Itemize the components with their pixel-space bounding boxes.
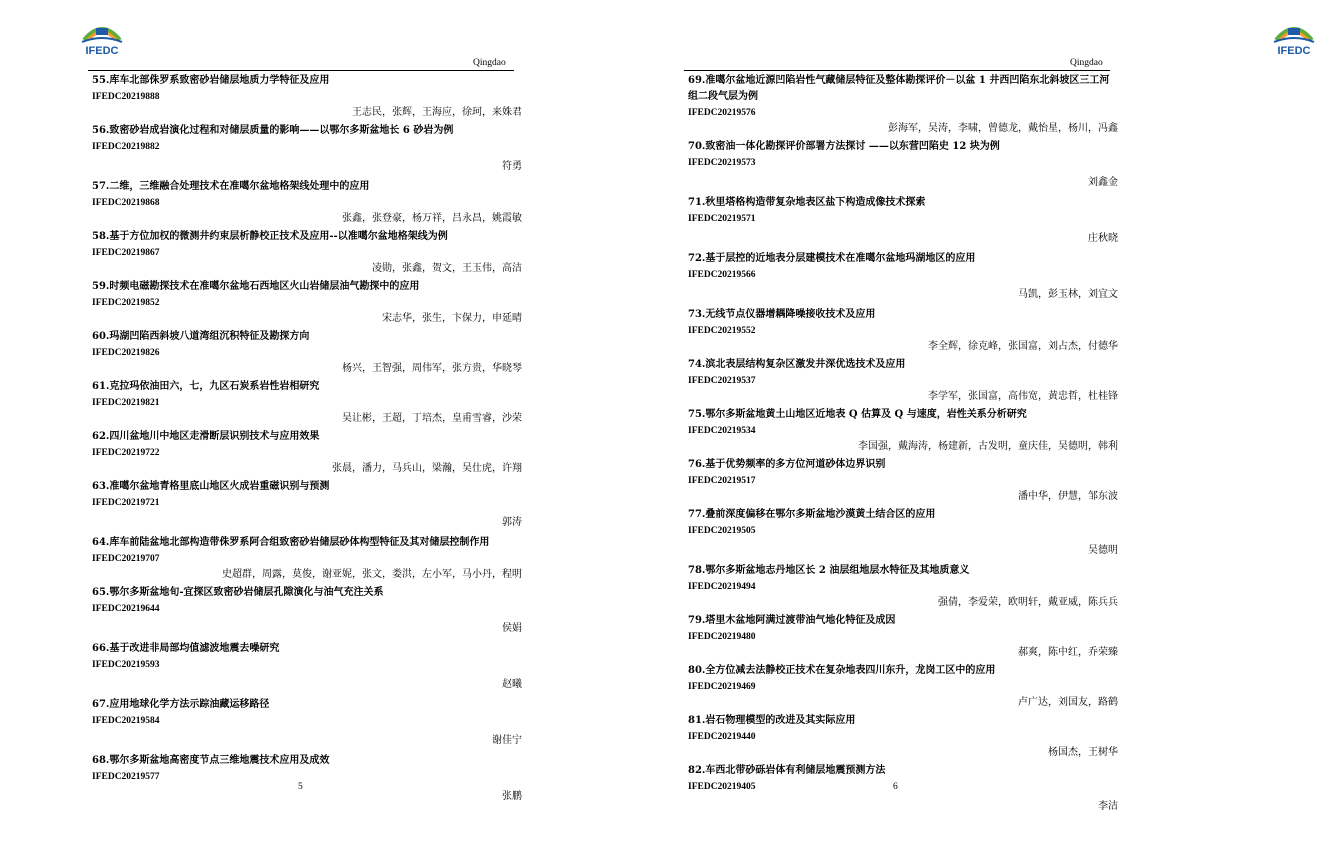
entry-id: IFEDC20219494 [688,582,756,592]
entry-list [688,73,1118,819]
entry-title: 59.时频电磁勘探技术在准噶尔盆地石西地区火山岩储层油气勘探中的应用 [92,281,420,292]
entry-id: IFEDC20219882 [92,142,160,152]
entry-authors: 赵曦 [502,679,522,690]
list-item [688,73,1118,136]
entry-title: 63.准噶尔盆地青格里底山地区火成岩重磁识别与预测 [92,481,330,492]
entry-authors: 张晨，潘力，马兵山，梁瀚，吴仕虎，许翔 [332,463,522,474]
entry-authors: 符勇 [502,161,522,172]
entry-authors: 杨兴，王智强，周伟军，张方贵，华晓琴 [342,363,522,374]
entry-title: 68.鄂尔多斯盆地高密度节点三维地震技术应用及成效 [92,755,330,766]
list-item [688,251,1118,306]
list-item [688,139,1118,194]
entry-authors: 凌勋，张鑫，贺文，王玉伟，高洁 [372,263,522,274]
entry-authors: 侯娟 [502,623,522,634]
entry-authors: 吴让彬，王超，丁培杰，皇甫雪睿，沙荣 [342,413,522,424]
entry-id: IFEDC20219573 [688,158,756,168]
entry-id: IFEDC20219821 [92,398,160,408]
entry-id: IFEDC20219722 [92,448,160,458]
entry-title: 71.秋里塔格构造带复杂地表区盐下构造成像技术探索 [688,197,926,208]
entry-authors: 史超群，周露，莫俊，谢亚妮，张文，娄洪，左小军，马小丹，程明 [222,569,522,580]
entry-title: 80.全方位减去法静校正技术在复杂地表四川东升，龙岗工区中的应用 [688,665,996,676]
entry-title: 67.应用地球化学方法示踪油藏运移路径 [92,699,270,710]
list-item [92,279,522,326]
entry-title: 82.车西北带砂砾岩体有利储层地震预测方法 [688,765,886,776]
entry-title: 72.基于层控的近地表分层建模技术在准噶尔盆地玛湖地区的应用 [688,253,976,264]
entry-title: 69.准噶尔盆地近源凹陷岩性气藏储层特征及整体勘探评价－以盆 1 井西凹陷东北斜坡区三工河组二段气层为例 [688,75,1110,102]
svg-text:IFEDC: IFEDC [85,45,119,57]
entry-id: IFEDC20219867 [92,248,160,258]
list-item [688,507,1118,562]
page-number: 5 [298,782,303,792]
entry-title: 58.基于方位加权的微测井约束层析静校正技术及应用--以准噶尔盆地格架线为例 [92,231,448,242]
entry-authors: 卢广达，刘国友，路鹤 [1018,697,1118,708]
entry-id: IFEDC20219868 [92,198,160,208]
list-item [688,407,1118,454]
entry-id: IFEDC20219517 [688,476,756,486]
entry-authors: 吴德明 [1088,545,1118,556]
list-item [688,763,1118,818]
list-item [92,379,522,426]
entry-authors: 潘中华，伊慧，邹东波 [1018,491,1118,502]
header-rule [684,70,1110,71]
header-city: Qingdao [473,58,506,68]
header-rule [88,70,514,71]
list-item [92,229,522,276]
entry-title: 62.四川盆地川中地区走滑断层识别技术与应用效果 [92,431,320,442]
entry-id: IFEDC20219537 [688,376,756,386]
entry-id: IFEDC20219577 [92,772,160,782]
entry-id: IFEDC20219584 [92,716,160,726]
entry-id: IFEDC20219480 [688,632,756,642]
list-item [92,429,522,476]
entry-id: IFEDC20219644 [92,604,160,614]
list-item [92,123,522,178]
entry-authors: 李洁 [1098,801,1118,812]
entry-id: IFEDC20219534 [688,426,756,436]
entry-id: IFEDC20219707 [92,554,160,564]
entry-title: 61.克拉玛依油田六，七，九区石炭系岩性岩相研究 [92,381,320,392]
entry-title: 65.鄂尔多斯盆地旬-宜探区致密砂岩储层孔隙演化与油气充注关系 [92,587,384,598]
entry-title: 75.鄂尔多斯盆地黄土山地区近地表 Q 估算及 Q 与速度，岩性关系分析研究 [688,409,1027,420]
entry-authors: 张鹏 [502,791,522,802]
ifedc-logo [76,20,128,58]
entry-title: 56.致密砂岩成岩演化过程和对储层质量的影响——以鄂尔多斯盆地长 6 砂岩为例 [92,125,454,136]
entry-authors: 王志民，张辉，王海应，徐珂，来姝君 [352,107,522,118]
entry-title: 74.滨北表层结构复杂区激发井深优选技术及应用 [688,359,906,370]
entry-authors: 杨国杰，王树华 [1048,747,1118,758]
entry-title: 70.致密油一体化勘探评价部署方法探讨 ——以东营凹陷史 12 块为例 [688,141,1000,152]
svg-text:IFEDC: IFEDC [1277,45,1311,57]
entry-title: 76.基于优势频率的多方位河道砂体边界识别 [688,459,886,470]
list-item [92,535,522,582]
list-item [92,179,522,226]
entry-id: IFEDC20219571 [688,214,756,224]
entry-authors: 李学军，张国富，高伟宽，黄忠哲，杜桂锋 [928,391,1118,402]
left-page [0,0,595,842]
entry-id: IFEDC20219505 [688,526,756,536]
entry-id: IFEDC20219405 [688,782,756,792]
ifedc-logo [1268,20,1320,58]
list-item [688,563,1118,610]
entry-id: IFEDC20219576 [688,108,756,118]
entry-id: IFEDC20219826 [92,348,160,358]
entry-authors: 张鑫，张登豪，杨万祥，吕永昌，姚霞敏 [342,213,522,224]
list-item [92,753,522,808]
entry-title: 78.鄂尔多斯盆地志丹地区长 2 油层组地层水特征及其地质意义 [688,565,970,576]
entry-authors: 庄秋晓 [1088,233,1118,244]
list-item [92,329,522,376]
entry-authors: 郭涛 [502,517,522,528]
entry-authors: 马凯，彭玉林，刘宜文 [1018,289,1118,300]
entry-authors: 刘鑫金 [1088,177,1118,188]
right-page [596,0,1311,842]
entry-authors: 郝爽，陈中红，乔荣臻 [1018,647,1118,658]
entry-title: 66.基于改进非局部均值滤波地震去噪研究 [92,643,280,654]
entry-authors: 彭海军，吴涛，李啸，曾德龙，戴怡星，杨川，冯鑫 [888,123,1118,134]
list-item [92,585,522,640]
entry-authors: 强倩，李爱荣，欧明轩，戴亚威，陈兵兵 [938,597,1118,608]
entry-title: 73.无线节点仪器增耦降噪接收技术及应用 [688,309,876,320]
entry-id: IFEDC20219552 [688,326,756,336]
list-item [688,357,1118,404]
entry-authors: 李国强，戴海涛，杨建新，古发明，童庆佳，吴德明，韩利 [858,441,1118,452]
entry-id: IFEDC20219469 [688,682,756,692]
entry-title: 79.塔里木盆地阿满过渡带油气地化特征及成因 [688,615,896,626]
entry-title: 81.岩石物理模型的改进及其实际应用 [688,715,856,726]
list-item [92,479,522,534]
list-item [92,73,522,120]
entry-title: 55.库车北部侏罗系致密砂岩储层地质力学特征及应用 [92,75,330,86]
entry-title: 64.库车前陆盆地北部构造带侏罗系阿合组致密砂岩储层砂体构型特征及其对储层控制作用 [92,537,490,548]
header-city: Qingdao [1070,58,1103,68]
entry-authors: 谢佳宁 [492,735,522,746]
entry-title: 57.二维，三维融合处理技术在准噶尔盆地格架线处理中的应用 [92,181,370,192]
entry-id: IFEDC20219566 [688,270,756,280]
entry-id: IFEDC20219440 [688,732,756,742]
entry-authors: 宋志华，张生，卞保力，申延晴 [382,313,522,324]
entry-id: IFEDC20219593 [92,660,160,670]
entry-list [92,73,522,809]
list-item [688,613,1118,660]
list-item [688,663,1118,710]
entry-id: IFEDC20219852 [92,298,160,308]
entry-id: IFEDC20219888 [92,92,160,102]
entry-title: 77.叠前深度偏移在鄂尔多斯盆地沙漠黄土结合区的应用 [688,509,936,520]
list-item [92,697,522,752]
list-item [688,713,1118,760]
list-item [688,195,1118,250]
entry-authors: 李全辉，徐克峰，张国富，刘占杰，付德华 [928,341,1118,352]
entry-title: 60.玛湖凹陷西斜坡八道湾组沉积特征及勘探方向 [92,331,310,342]
list-item [688,307,1118,354]
list-item [92,641,522,696]
list-item [688,457,1118,504]
entry-id: IFEDC20219721 [92,498,160,508]
page-number: 6 [893,782,898,792]
